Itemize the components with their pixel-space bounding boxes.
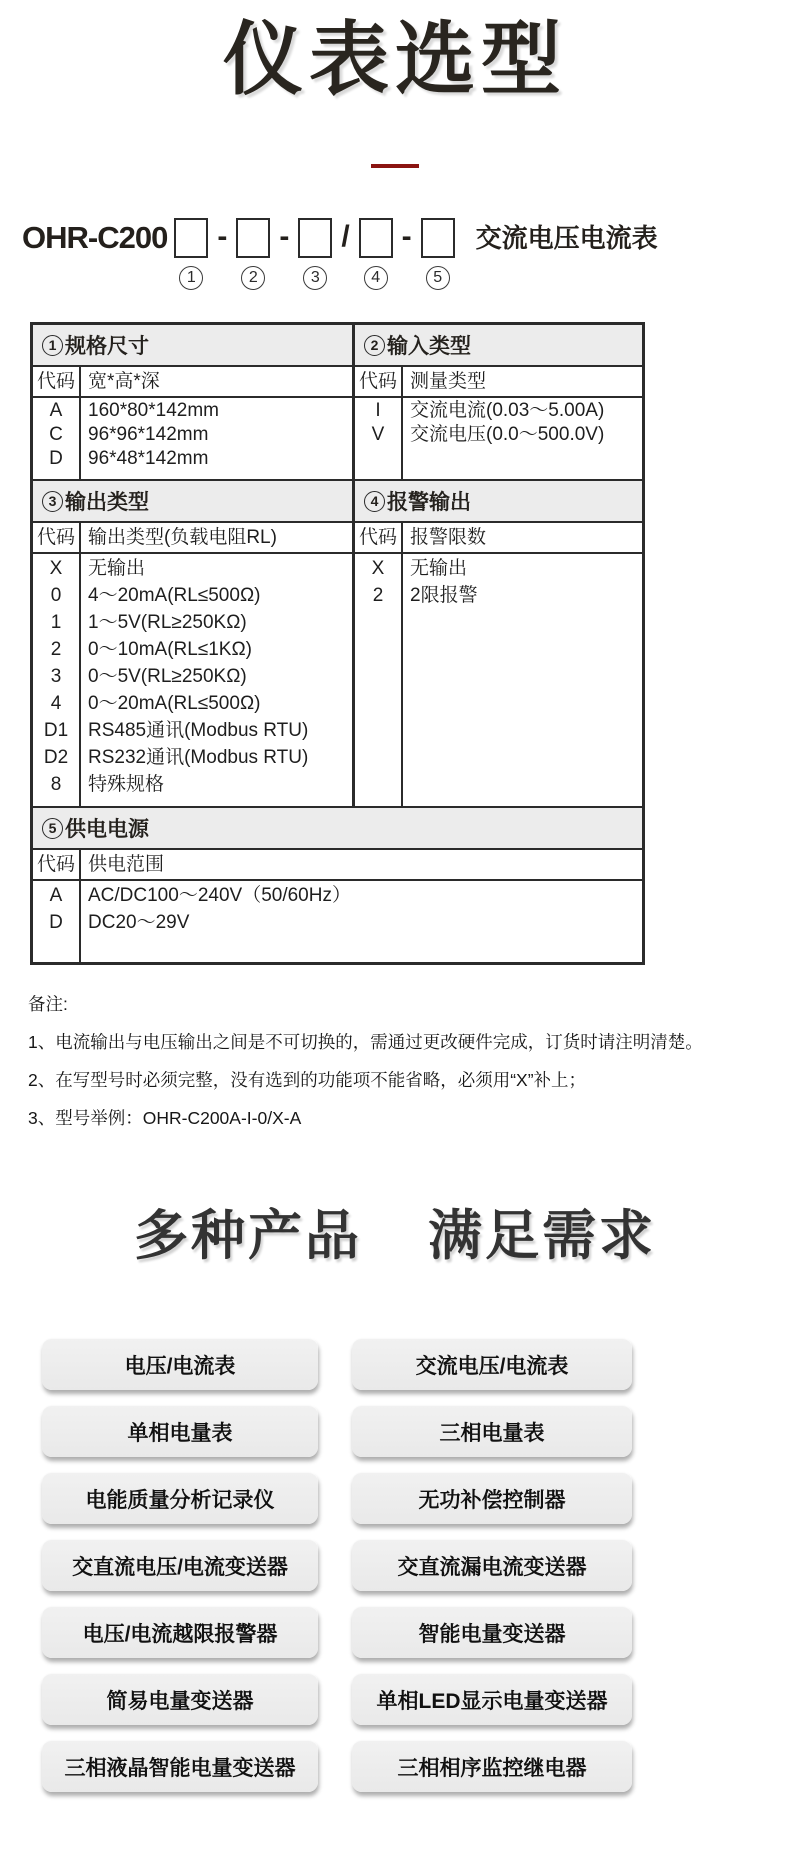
circled-number-1: 1 [179,266,203,290]
model-box [298,218,332,258]
value-column [81,398,352,479]
products-heading-left: 多种产品 [134,1206,362,1266]
circle-number-icon: 3 [42,491,63,512]
products-heading [0,1193,790,1270]
code-column [355,554,403,806]
code-header: 代码 [355,367,403,396]
section-output-type [33,481,355,806]
spec-table [30,322,645,965]
value-cell: 4～20mA(RL≤500Ω) [88,585,261,606]
code-cell: A [49,400,63,421]
code-cell: D [49,448,63,469]
code-column [33,398,81,479]
code-cell: 2 [50,639,62,660]
code-cell: 0 [50,585,62,606]
value-cell: AC/DC100～240V（50/60Hz） [88,885,351,906]
section-subheader [33,850,642,881]
code-column [33,881,81,962]
section-title [33,325,352,367]
model-slot-5 [421,218,455,286]
section-spec-size [33,325,355,479]
code-cell: 3 [50,666,62,687]
circled-number-3: 3 [303,266,327,290]
section-subheader [33,523,352,554]
notes-section [28,991,790,1131]
product-button[interactable]: 三相液晶智能电量变送器 [42,1740,318,1792]
product-button[interactable]: 交直流电压/电流变送器 [42,1539,318,1591]
section-power-supply [33,806,642,962]
product-button[interactable]: 交流电压/电流表 [352,1338,632,1390]
product-button[interactable]: 智能电量变送器 [352,1606,632,1658]
model-box [359,218,393,258]
code-cell: X [49,558,63,579]
value-cell: 特殊规格 [88,774,165,795]
value-column [403,554,642,806]
section-title [33,808,642,850]
model-line [22,218,790,286]
value-cell: 无输出 [410,558,468,579]
code-cell: D [49,912,63,933]
section-body [355,554,642,806]
code-cell: 4 [50,693,62,714]
product-button[interactable]: 简易电量变送器 [42,1673,318,1725]
circle-number-icon: 1 [42,335,63,356]
section-alarm-output [355,481,642,806]
section-title-text: 规格尺寸 [65,335,149,358]
model-slot-4 [359,218,393,286]
value-header: 供电范围 [88,854,165,875]
products-heading-right: 满足需求 [428,1206,656,1266]
code-column [33,554,81,806]
code-cell: 8 [50,774,62,795]
section-title-text: 输出类型 [65,491,149,514]
value-cell: 0～20mA(RL≤500Ω) [88,693,261,714]
code-cell: A [49,885,63,906]
section-title [355,481,642,523]
model-slot-2 [236,218,270,286]
value-cell: 交流电压(0.0～500.0V) [410,424,605,445]
value-cell: 96*48*142mm [88,448,209,469]
value-column [81,881,642,962]
product-grid [42,1338,790,1792]
value-cell: 0～5V(RL≥250KΩ) [88,666,247,687]
value-column [81,554,352,806]
circled-number-4: 4 [364,266,388,290]
section-input-type [355,325,642,479]
model-box [174,218,208,258]
code-header: 代码 [33,367,81,396]
note-item: 2、在写型号时必须完整，没有选到的功能项不能省略，必须用“X”补上； [28,1070,587,1090]
model-box [421,218,455,258]
value-column [403,398,642,479]
section-body [33,554,352,806]
page-title: 仪表选型 [223,15,567,104]
section-body [355,398,642,479]
section-title-text: 报警输出 [387,491,471,514]
value-cell: 160*80*142mm [88,400,219,421]
model-slot-1 [174,218,208,286]
value-cell: 0～10mA(RL≤1KΩ) [88,639,253,660]
value-cell: 1～5V(RL≥250KΩ) [88,612,247,633]
section-title-text: 输入类型 [387,335,471,358]
model-separator: - [401,220,412,253]
red-divider [371,164,419,168]
note-item: 1、电流输出与电压输出之间是不可切换的，需通过更改硬件完成，订货时请注明清楚。 [28,1032,703,1052]
section-subheader [33,367,352,398]
product-button[interactable]: 电能质量分析记录仪 [42,1472,318,1524]
product-button[interactable]: 单相LED显示电量变送器 [352,1673,632,1725]
code-cell: V [371,424,385,445]
circle-number-icon: 4 [364,491,385,512]
circled-number-2: 2 [241,266,265,290]
product-button[interactable]: 三相相序监控继电器 [352,1740,632,1792]
section-title-text: 供电电源 [65,818,149,841]
value-cell: RS485通讯(Modbus RTU) [88,720,309,741]
note-item: 3、型号举例：OHR-C200A-I-0/X-A [28,1108,302,1128]
model-slot-3 [298,218,332,286]
section-body [33,881,642,962]
product-button[interactable]: 无功补偿控制器 [352,1472,632,1524]
code-header: 代码 [33,850,81,879]
code-cell: C [49,424,63,445]
model-separator: - [279,220,290,253]
value-header: 输出类型(负载电阻RL) [88,527,277,548]
code-cell: X [371,558,385,579]
value-cell: DC20～29V [88,912,190,933]
notes-label: 备注: [28,994,68,1014]
product-button[interactable]: 单相电量表 [42,1405,318,1457]
value-cell: 交流电流(0.03～5.00A) [410,400,605,421]
section-subheader [355,523,642,554]
value-header: 宽*高*深 [88,371,160,392]
code-column [355,398,403,479]
value-cell: 96*96*142mm [88,424,209,445]
model-box [236,218,270,258]
section-title [355,325,642,367]
code-header: 代码 [355,523,403,552]
code-cell: I [375,400,381,421]
product-button[interactable]: 三相电量表 [352,1405,632,1457]
model-separator: / [341,220,350,253]
model-suffix: 交流电压电流表 [475,223,658,253]
circle-number-icon: 5 [42,818,63,839]
table-row-pair-bottom [33,479,642,806]
value-cell: 2限报警 [410,585,478,606]
code-cell: D1 [43,720,69,741]
code-cell: D2 [43,747,69,768]
product-button[interactable]: 交直流漏电流变送器 [352,1539,632,1591]
code-cell: 2 [372,585,384,606]
section-subheader [355,367,642,398]
model-prefix: OHR-C200 [22,220,168,255]
circled-number-5: 5 [426,266,450,290]
section-body [33,398,352,479]
value-header: 测量类型 [410,371,487,392]
code-cell: 1 [50,612,62,633]
value-cell: RS232通讯(Modbus RTU) [88,747,309,768]
product-button[interactable]: 电压/电流越限报警器 [42,1606,318,1658]
table-row-pair-top [33,325,642,479]
model-separator: - [217,220,228,253]
section-title [33,481,352,523]
value-cell: 无输出 [88,558,146,579]
product-button[interactable]: 电压/电流表 [42,1338,318,1390]
circle-number-icon: 2 [364,335,385,356]
code-header: 代码 [33,523,81,552]
value-header: 报警限数 [410,527,487,548]
